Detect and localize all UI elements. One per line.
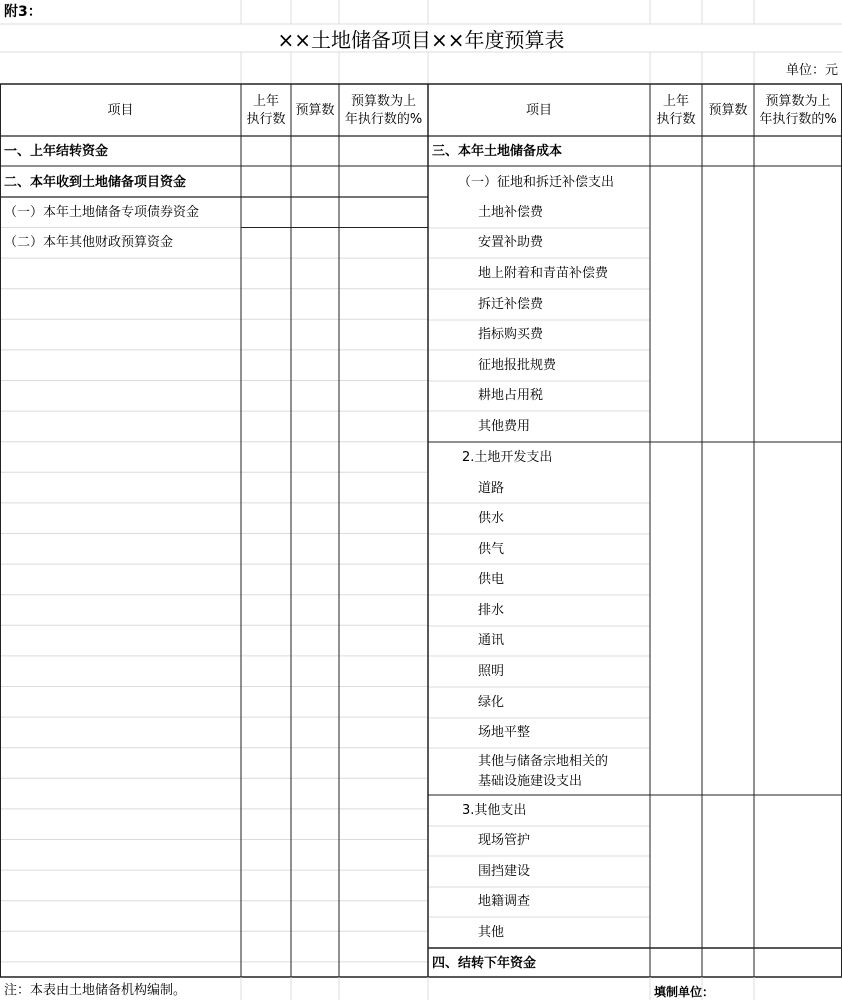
unit-label: 单位：元 bbox=[785, 63, 838, 78]
right-row-label: 绿化 bbox=[478, 695, 505, 710]
right-row-label: 指标购买费 bbox=[478, 327, 544, 342]
right-row-label: 耕地占用税 bbox=[478, 388, 544, 403]
footer-note: 注：本表由土地储备机构编制。 bbox=[4, 983, 187, 998]
left-row-label: （一）本年土地储备专项债券资金 bbox=[4, 205, 200, 220]
col-header-ratio-left-l2: 年执行数的% bbox=[344, 112, 423, 127]
left-row-label: 一、上年结转资金 bbox=[4, 144, 109, 159]
right-row-label: 2.土地开发支出 bbox=[462, 450, 553, 465]
col-header-budget-left: 预算数 bbox=[295, 103, 335, 118]
right-row-label: 照明 bbox=[478, 664, 505, 679]
col-header-item-right: 项目 bbox=[525, 103, 552, 118]
right-row-label: 地上附着和青苗补偿费 bbox=[478, 266, 609, 281]
left-row-label: （二）本年其他财政预算资金 bbox=[4, 235, 174, 250]
right-row-label: 供气 bbox=[478, 542, 505, 557]
col-header-ratio-left-l1: 预算数为上 bbox=[350, 94, 416, 109]
right-row-label: 基础设施建设支出 bbox=[478, 774, 583, 789]
right-row-label: 供电 bbox=[478, 572, 505, 587]
right-row-label: 安置补助费 bbox=[478, 235, 544, 250]
right-row-label: 供水 bbox=[478, 511, 505, 526]
right-row-label: 道路 bbox=[478, 481, 505, 496]
col-header-last-year-left-l2: 执行数 bbox=[246, 112, 286, 127]
right-row-label: 排水 bbox=[478, 603, 505, 618]
col-header-last-year-right-l2: 执行数 bbox=[656, 112, 696, 127]
col-header-last-year-right-l1: 上年 bbox=[662, 94, 689, 109]
fill-unit-label: 填制单位： bbox=[654, 985, 715, 999]
right-row-label: 围挡建设 bbox=[478, 864, 531, 879]
right-row-label: 三、本年土地储备成本 bbox=[432, 144, 563, 159]
right-row-label: 其他 bbox=[478, 925, 505, 940]
right-row-label: 土地补偿费 bbox=[478, 205, 544, 220]
col-header-item-left: 项目 bbox=[107, 103, 134, 118]
right-row-label: 四、结转下年资金 bbox=[432, 956, 537, 971]
right-row-label: （一）征地和拆迁补偿支出 bbox=[458, 175, 615, 190]
col-header-ratio-right-l1: 预算数为上 bbox=[765, 94, 831, 109]
col-header-ratio-right-l2: 年执行数的% bbox=[759, 112, 837, 127]
col-header-last-year-left-l1: 上年 bbox=[252, 94, 279, 109]
col-header-budget-right: 预算数 bbox=[708, 103, 748, 118]
right-row-label: 场地平整 bbox=[478, 725, 531, 740]
page-title: ××土地储备项目××年度预算表 bbox=[277, 28, 565, 52]
right-row-label: 3.其他支出 bbox=[462, 803, 527, 818]
right-row-label: 地籍调查 bbox=[478, 894, 531, 909]
right-row-label: 其他费用 bbox=[478, 419, 531, 434]
right-row-label: 征地报批规费 bbox=[478, 358, 557, 373]
left-row-label: 二、本年收到土地储备项目资金 bbox=[4, 175, 187, 190]
right-row-label: 拆迁补偿费 bbox=[478, 297, 544, 312]
right-row-label: 其他与储备宗地相关的 bbox=[478, 754, 609, 769]
right-row-label: 通讯 bbox=[478, 633, 505, 648]
attachment-label: 附3： bbox=[4, 4, 42, 20]
right-row-label: 现场管护 bbox=[478, 833, 531, 848]
